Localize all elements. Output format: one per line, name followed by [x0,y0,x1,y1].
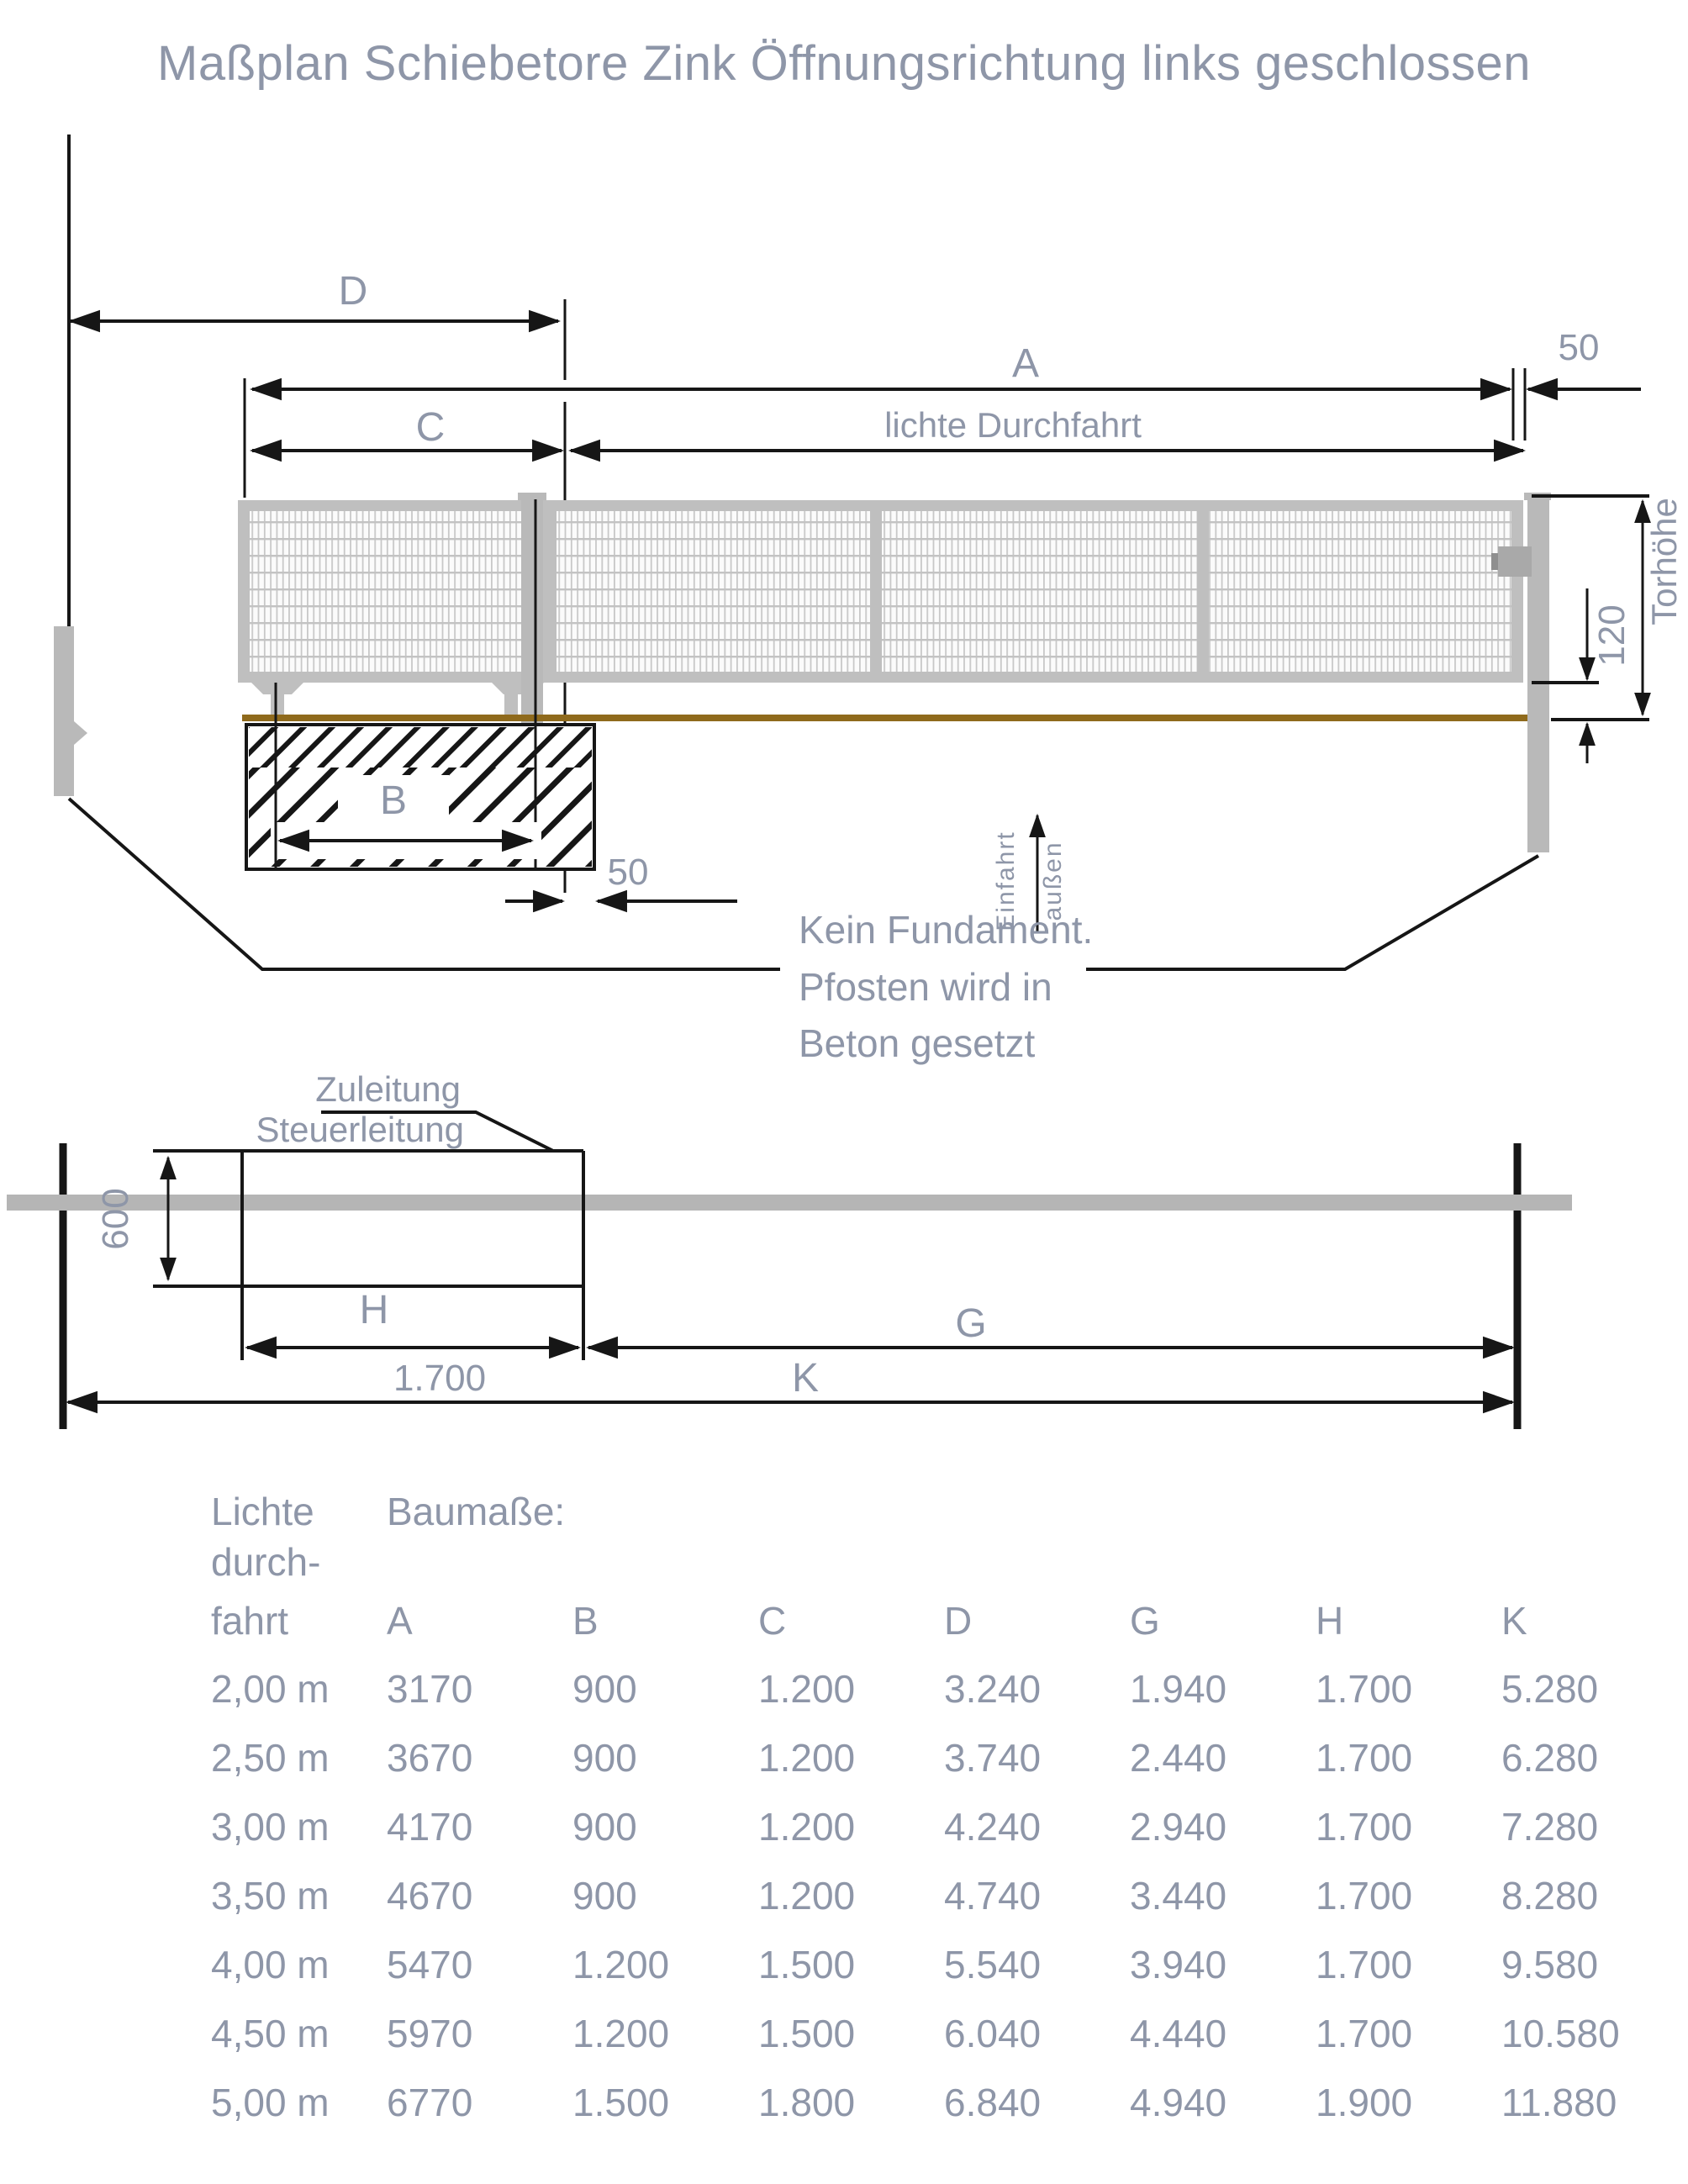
gate-left-frame [238,500,250,683]
table-cell: 1.700 [1316,1736,1413,1780]
table-cell: 3,50 m [211,1874,330,1918]
group-header: Baumaße: [387,1490,566,1533]
dim-lichte-durchfahrt-label: lichte Durchfahrt [884,405,1142,445]
column-header: H [1316,1599,1344,1643]
table-cell: 1.200 [758,1805,856,1849]
page-title: Maßplan Schiebetore Zink Öffnungsrichtung links geschlossen [157,36,1531,91]
gate-right-frame [1511,500,1523,683]
table-header-row [211,1486,1688,1537]
column-header: D [944,1599,973,1643]
table-cell: 900 [572,1667,637,1711]
dimension-600 [95,1158,168,1279]
column-header: K [1501,1599,1527,1643]
row-header-line: fahrt [211,1599,289,1643]
column-header: B [572,1599,599,1643]
table-cell: 9.580 [1501,1943,1599,1986]
table-cell: 8.280 [1501,1874,1599,1918]
dim-b-label: B [379,778,408,823]
dimension-h [247,1288,578,1399]
table-row [211,1930,1688,1999]
ground-line [242,715,1527,721]
table-cell: 1.500 [758,1943,856,1986]
table-cell: 1.200 [758,1874,856,1918]
table-cell: 1.940 [1130,1667,1227,1711]
table-cell: 1.800 [758,2081,856,2124]
table-cell: 4170 [387,1805,473,1849]
table-cell: 4,50 m [211,2012,330,2055]
table-cell: 1.500 [758,2012,856,2055]
table-cell: 5470 [387,1943,473,1986]
dim-c-label: C [415,405,446,450]
table-cell: 1.700 [1316,1874,1413,1918]
table-cell: 1.700 [1316,1667,1413,1711]
table-column-header-row [211,1587,1688,1654]
table-row [211,1999,1688,2068]
table-cell: 1.500 [572,2081,670,2124]
dim-h-label: H [359,1288,389,1332]
dimension-g [588,1301,1512,1348]
table-cell: 6770 [387,2081,473,2124]
table-cell: 4.940 [1130,2081,1227,2124]
table-cell: 1.700 [1316,1943,1413,1986]
table-cell: 1.200 [758,1736,856,1780]
table-cell: 900 [572,1874,637,1918]
table-cell: 10.580 [1501,2012,1620,2055]
dim-d-label: D [338,269,368,314]
table-cell: 11.880 [1501,2081,1617,2124]
table-row [211,2068,1688,2137]
note-line-3: Beton gesetzt [799,1021,1036,1065]
sliding-gate-panel [238,500,1523,683]
zuleitung-label: Zuleitung [315,1069,461,1109]
table-cell: 900 [572,1736,637,1780]
dimension-table [211,1486,1688,2137]
table-cell: 5970 [387,2012,473,2055]
gate-divider [870,503,882,677]
dim-a-label: A [1011,341,1040,386]
dim-h-value: 1.700 [393,1358,487,1399]
table-cell: 3.440 [1130,1874,1227,1918]
row-header-line: durch- [211,1540,321,1584]
dimension-50-top [1513,327,1641,440]
table-cell: 6.280 [1501,1736,1599,1780]
dim-50-foundation-label: 50 [607,852,649,893]
table-row [211,1792,1688,1861]
dim-g-label: G [955,1301,987,1346]
table-cell: 2.440 [1130,1736,1227,1780]
note-leader-right [1086,856,1538,969]
table-cell: 7.280 [1501,1805,1599,1849]
table-cell: 5.280 [1501,1667,1599,1711]
table-cell: 4,00 m [211,1943,330,1986]
row-header-line: Lichte [211,1490,314,1533]
table-cell: 1.200 [572,2012,670,2055]
left-fence-post [54,626,87,796]
table-cell: 6.040 [944,2012,1042,2055]
dim-torhoehe-label: Torhöhe [1644,498,1684,625]
dim-50-top-label: 50 [1558,327,1600,368]
column-header: C [758,1599,787,1643]
table-cell: 3.740 [944,1736,1042,1780]
table-cell: 3670 [387,1736,473,1780]
table-cell: 5.540 [944,1943,1042,1986]
table-row [211,1723,1688,1792]
table-row [211,1861,1688,1930]
table-row [211,1654,1688,1723]
table-cell: 4.440 [1130,2012,1227,2055]
table-cell: 1.200 [758,1667,856,1711]
table-cell: 2.940 [1130,1805,1227,1849]
dimension-k [68,1356,1512,1402]
table-cell: 4.740 [944,1874,1042,1918]
table-cell: 4670 [387,1874,473,1918]
table-cell: 3,00 m [211,1805,330,1849]
dimension-d [71,269,565,380]
dim-120-label: 120 [1591,604,1633,667]
table-cell: 4.240 [944,1805,1042,1849]
table-cell: 1.900 [1316,2081,1413,2124]
table-cell: 1.700 [1316,2012,1413,2055]
note-line-2: Pfosten wird in [799,965,1052,1009]
table-cell: 2,50 m [211,1736,330,1780]
table-cell: 3.940 [1130,1943,1227,1986]
foundation-note [799,908,1093,1065]
entrance-arrow-label-2: außen [1039,841,1067,921]
dimension-c [252,405,562,451]
table-cell: 900 [572,1805,637,1849]
table-cell: 1.700 [1316,1805,1413,1849]
dim-600-label: 600 [95,1188,136,1250]
table-cell: 5,00 m [211,2081,330,2124]
table-cell: 2,00 m [211,1667,330,1711]
table-cell: 1.200 [572,1943,670,1986]
table-cell: 3.240 [944,1667,1042,1711]
note-line-1: Kein Fundament. [799,908,1094,952]
gate-divider [1197,503,1209,677]
table-header-row [211,1537,1688,1587]
gate-divider [543,503,557,677]
column-header: A [387,1599,413,1643]
cable-labels [256,1069,553,1151]
column-header: G [1130,1599,1160,1643]
dim-k-label: K [791,1356,820,1401]
table-cell: 6.840 [944,2081,1042,2124]
steuerleitung-label: Steuerleitung [256,1110,464,1149]
entrance-arrow-label-1: Einfahrt [992,831,1020,931]
table-body [211,1654,1688,2137]
table-cell: 3170 [387,1667,473,1711]
